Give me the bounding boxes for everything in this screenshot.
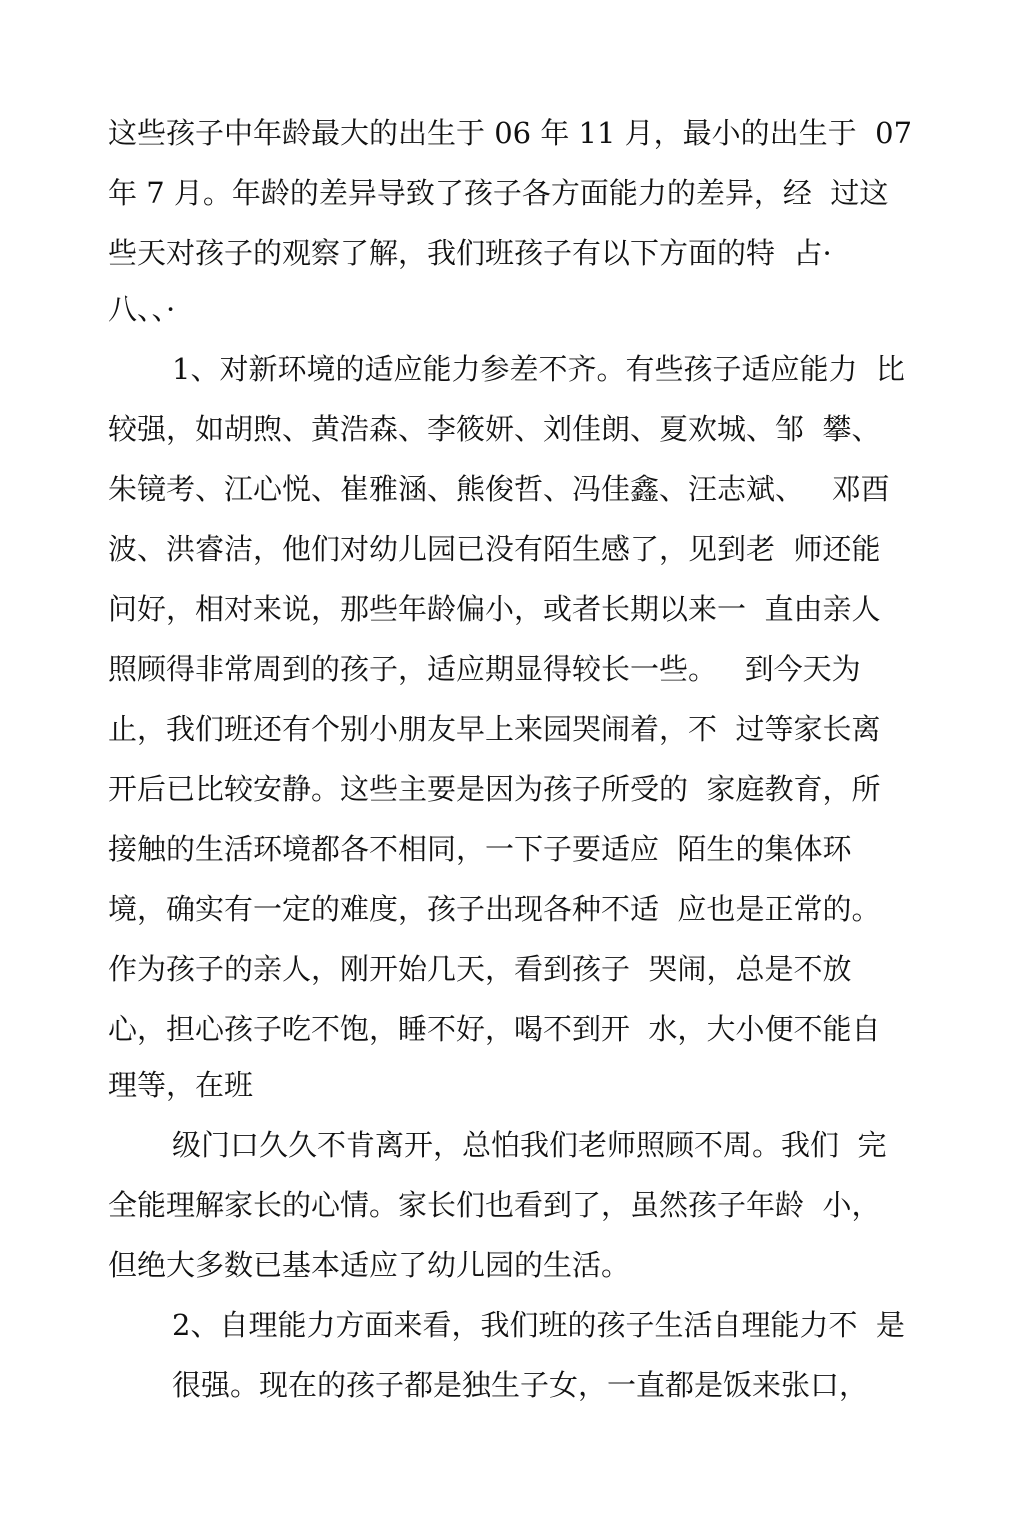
text-line: 些天对孩子的观察了解，我们班孩子有以下方面的特 占· — [108, 236, 832, 270]
text-line: 止，我们班还有个别小朋友早上来园哭闹着，不 过等家长离 — [108, 712, 881, 746]
text-line: 问好，相对来说，那些年龄偏小，或者长期以来一 直由亲人 — [108, 592, 881, 626]
text-line: 照顾得非常周到的孩子，适应期显得较长一些。 到今天为 — [108, 652, 861, 686]
paragraph-first-line: 2、自理能力方面来看，我们班的孩子生活自理能力不 是 — [172, 1308, 905, 1342]
text-line: 心，担心孩子吃不饱，睡不好，喝不到开 水，大小便不能自 — [108, 1012, 881, 1046]
text-line: 全能理解家长的心情。家长们也看到了，虽然孩子年龄 小， — [108, 1188, 881, 1222]
text-line: 朱镜考、江心悦、崔雅涵、熊俊哲、冯佳鑫、汪志斌、 邓酉 — [108, 472, 890, 506]
paragraph-first-line: 1、对新环境的适应能力参差不齐。有些孩子适应能力 比 — [172, 352, 905, 386]
text-line: 年 7 月。年龄的差异导致了孩子各方面能力的差异，经 过这 — [108, 176, 889, 210]
text-line: 八、、· — [108, 292, 176, 326]
text-line: 很强。现在的孩子都是独生子女，一直都是饭来张口， — [172, 1368, 869, 1402]
text-line: 作为孩子的亲人，刚开始几天，看到孩子 哭闹，总是不放 — [108, 952, 852, 986]
text-line: 境，确实有一定的难度，孩子出现各种不适 应也是正常的。 — [108, 892, 881, 926]
text-line: 开后已比较安静。这些主要是因为孩子所受的 家庭教育，所 — [108, 772, 881, 806]
text-line: 但绝大多数已基本适应了幼儿园的生活。 — [108, 1248, 631, 1282]
text-line: 理等，在班 — [108, 1068, 254, 1102]
text-line: 较强，如胡煦、黄浩森、李筱妍、刘佳朗、夏欢城、邹 攀、 — [108, 412, 881, 446]
text-line: 这些孩子中年龄最大的出生于 06 年 11 月，最小的出生于 07 — [108, 116, 913, 150]
text-line: 接触的生活环境都各不相同，一下子要适应 陌生的集体环 — [108, 832, 852, 866]
text-line: 波、洪睿洁，他们对幼儿园已没有陌生感了，见到老 师还能 — [108, 532, 881, 566]
paragraph-continuation-line: 级门口久久不肯离开，总怕我们老师照顾不周。我们 完 — [172, 1128, 887, 1162]
